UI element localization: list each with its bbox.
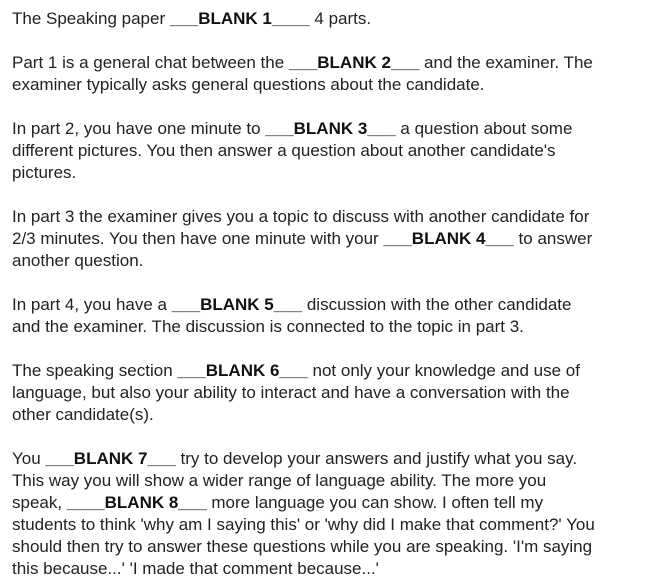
text-line	[12, 118, 653, 140]
blank-placeholder: ___BLANK 2___	[288, 53, 420, 72]
text-segment: The Speaking paper	[12, 9, 170, 28]
paragraph-2	[12, 52, 653, 96]
text-line	[12, 470, 653, 492]
text-segment: to answer	[513, 229, 593, 248]
text-segment: The speaking section	[12, 361, 178, 380]
text-segment: pictures.	[12, 163, 77, 182]
text-segment: another question.	[12, 251, 144, 270]
paragraph-7	[12, 448, 653, 580]
blank-placeholder: ___BLANK 4___	[383, 229, 514, 248]
text-segment: speak,	[12, 493, 67, 512]
text-line	[12, 250, 653, 272]
text-line	[12, 360, 653, 382]
paragraph-4	[12, 206, 653, 272]
text-segment: try to develop your answers and justify what you say.	[175, 449, 578, 468]
text-segment: and the examiner. The discussion is connected to the topic in part 3.	[12, 317, 524, 336]
text-line	[12, 514, 653, 536]
text-line	[12, 162, 653, 184]
text-line	[12, 316, 653, 338]
paragraph-5	[12, 294, 653, 338]
text-line	[12, 382, 653, 404]
blank-placeholder: ___BLANK 6___	[177, 361, 308, 380]
text-line	[12, 404, 653, 426]
text-segment: not only your knowledge and use of	[307, 361, 580, 380]
paragraph-3	[12, 118, 653, 184]
blank-placeholder: ____BLANK 8___	[66, 493, 207, 512]
text-segment: examiner typically asks general questions about the candidate.	[12, 75, 485, 94]
blank-placeholder: ___BLANK 5___	[171, 295, 303, 314]
text-segment: Part 1 is a general chat between the	[12, 53, 289, 72]
text-segment: You	[12, 449, 46, 468]
text-line	[12, 8, 653, 30]
text-line	[12, 206, 653, 228]
text-segment: This way you will show a wider range of language ability. The more you	[12, 471, 547, 490]
blank-placeholder: ___BLANK 1____	[169, 9, 310, 28]
text-segment: discussion with the other candidate	[302, 295, 572, 314]
text-segment: In part 3 the examiner gives you a topic to discuss with another candidate for	[12, 207, 590, 226]
text-line	[12, 140, 653, 162]
text-segment: 2/3 minutes. You then have one minute with your	[12, 229, 384, 248]
text-line	[12, 536, 653, 558]
text-segment: language, but also your ability to interact and have a conversation with the	[12, 383, 570, 402]
blank-placeholder: ___BLANK 7___	[45, 449, 176, 468]
text-line	[12, 448, 653, 470]
text-line	[12, 558, 653, 580]
text-segment: and the examiner. The	[419, 53, 593, 72]
text-segment: students to think 'why am I saying this' or 'why did I make that comment?' You	[12, 515, 595, 534]
text-line	[12, 294, 653, 316]
blank-placeholder: ___BLANK 3___	[265, 119, 396, 138]
text-line	[12, 492, 653, 514]
paragraph-6	[12, 360, 653, 426]
text-line	[12, 52, 653, 74]
text-segment: should then try to answer these questions while you are speaking. 'I'm saying	[12, 537, 593, 556]
text-segment: more language you can show. I often tell my	[206, 493, 544, 512]
text-segment: a question about some	[395, 119, 573, 138]
text-segment: this because...' 'I made that comment because...'	[12, 559, 379, 578]
text-segment: In part 2, you have one minute to	[12, 119, 266, 138]
text-segment: 4 parts.	[309, 9, 372, 28]
text-line	[12, 228, 653, 250]
text-segment: In part 4, you have a	[12, 295, 172, 314]
text-segment: other candidate(s).	[12, 405, 154, 424]
paragraph-1	[12, 8, 653, 30]
text-line	[12, 74, 653, 96]
text-segment: different pictures. You then answer a question about another candidate's	[12, 141, 556, 160]
